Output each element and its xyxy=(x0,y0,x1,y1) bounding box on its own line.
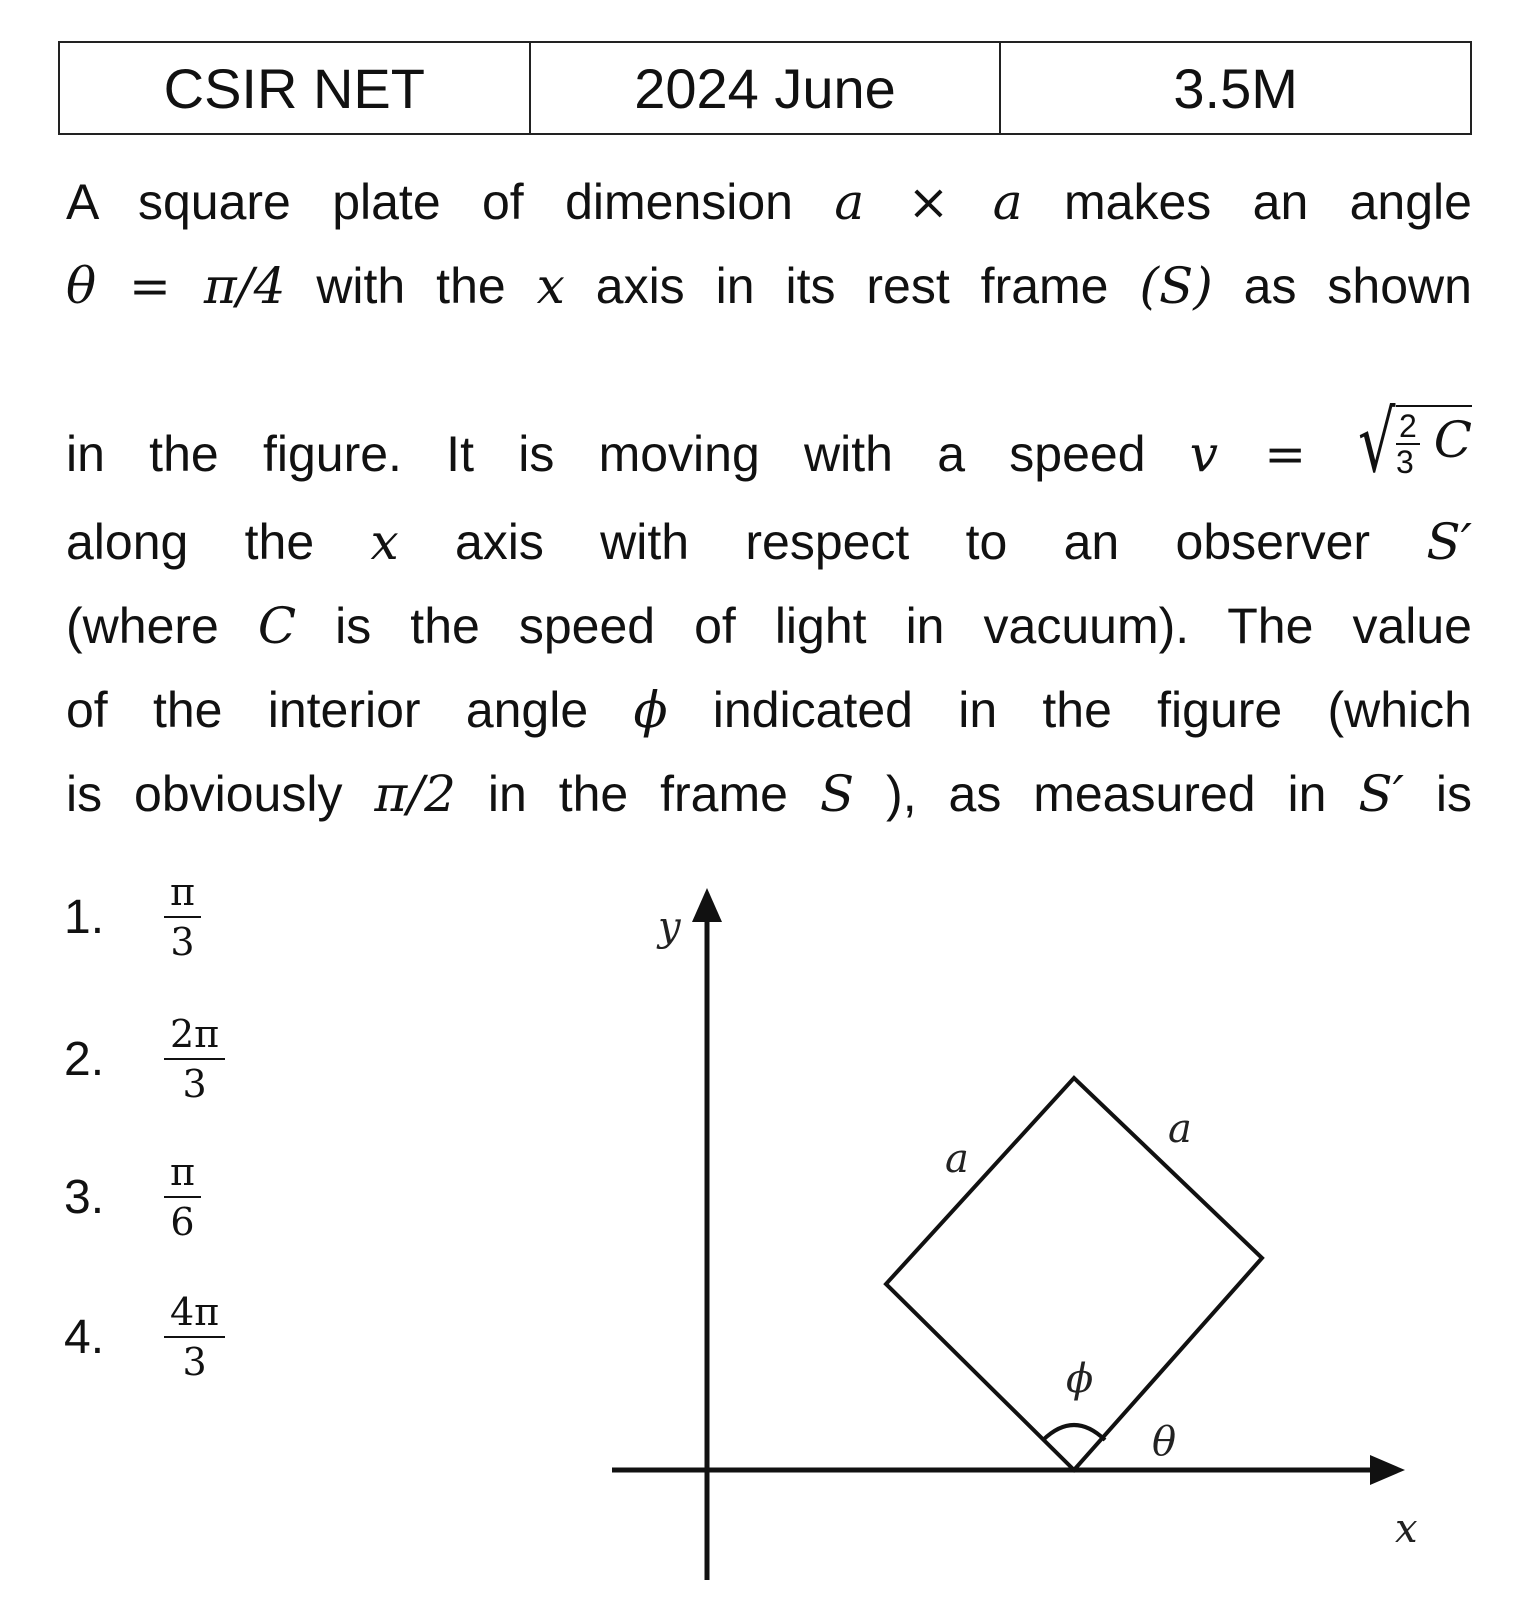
x-axis-arrowhead xyxy=(1370,1455,1405,1485)
sqrt-expression: √ $\frac{2}{3}$ C xyxy=(1358,393,1472,491)
question-line-4: along the x axis with respect to an observer S′ xyxy=(66,513,1472,571)
question-line-1: A square plate of dimension a × a makes an angle xyxy=(66,173,1472,231)
option-1: 1. $\frac{\pi}{3}$ xyxy=(64,870,201,964)
question-line-7: is obviously π/2 in the frame S ), as measured in S′ is xyxy=(66,765,1472,823)
marks-cell: 3.5M xyxy=(1000,42,1471,134)
option-4: 4. $\frac{4\pi}{3}$ xyxy=(64,1290,225,1384)
side-label-left: a xyxy=(945,1136,969,1182)
phi-angle-arc xyxy=(1043,1425,1105,1440)
question-line-3: in the figure. It is moving with a speed v = √ $\frac{2}{3}$ C xyxy=(66,393,1472,491)
side-label-right: a xyxy=(1168,1106,1192,1152)
phi-label: ϕ xyxy=(1066,1356,1094,1402)
sqrt-sign: √ xyxy=(1358,393,1396,491)
square-plate xyxy=(886,1078,1262,1470)
exam-session-cell: 2024 June xyxy=(530,42,1001,134)
option-3: 3. $\frac{\pi}{6}$ xyxy=(64,1150,201,1244)
y-axis-label: y xyxy=(658,904,681,950)
theta-label: θ xyxy=(1152,1419,1177,1465)
x-axis-label: x xyxy=(1395,1506,1418,1552)
question-line-5: (where C is the speed of light in vacuum). The value xyxy=(66,597,1472,655)
question-line-2: θ = π/4 with the x axis in its rest frame (S) as shown xyxy=(66,257,1472,315)
option-2: 2. $\frac{2\pi}{3}$ xyxy=(64,1012,225,1106)
question-line-6: of the interior angle ϕ indicated in the figure (which xyxy=(66,681,1472,739)
exam-name-cell: CSIR NET xyxy=(59,42,530,134)
sqrt-fraction: $\frac{2}{3}$ xyxy=(1396,409,1420,479)
y-axis-arrowhead xyxy=(692,888,722,922)
